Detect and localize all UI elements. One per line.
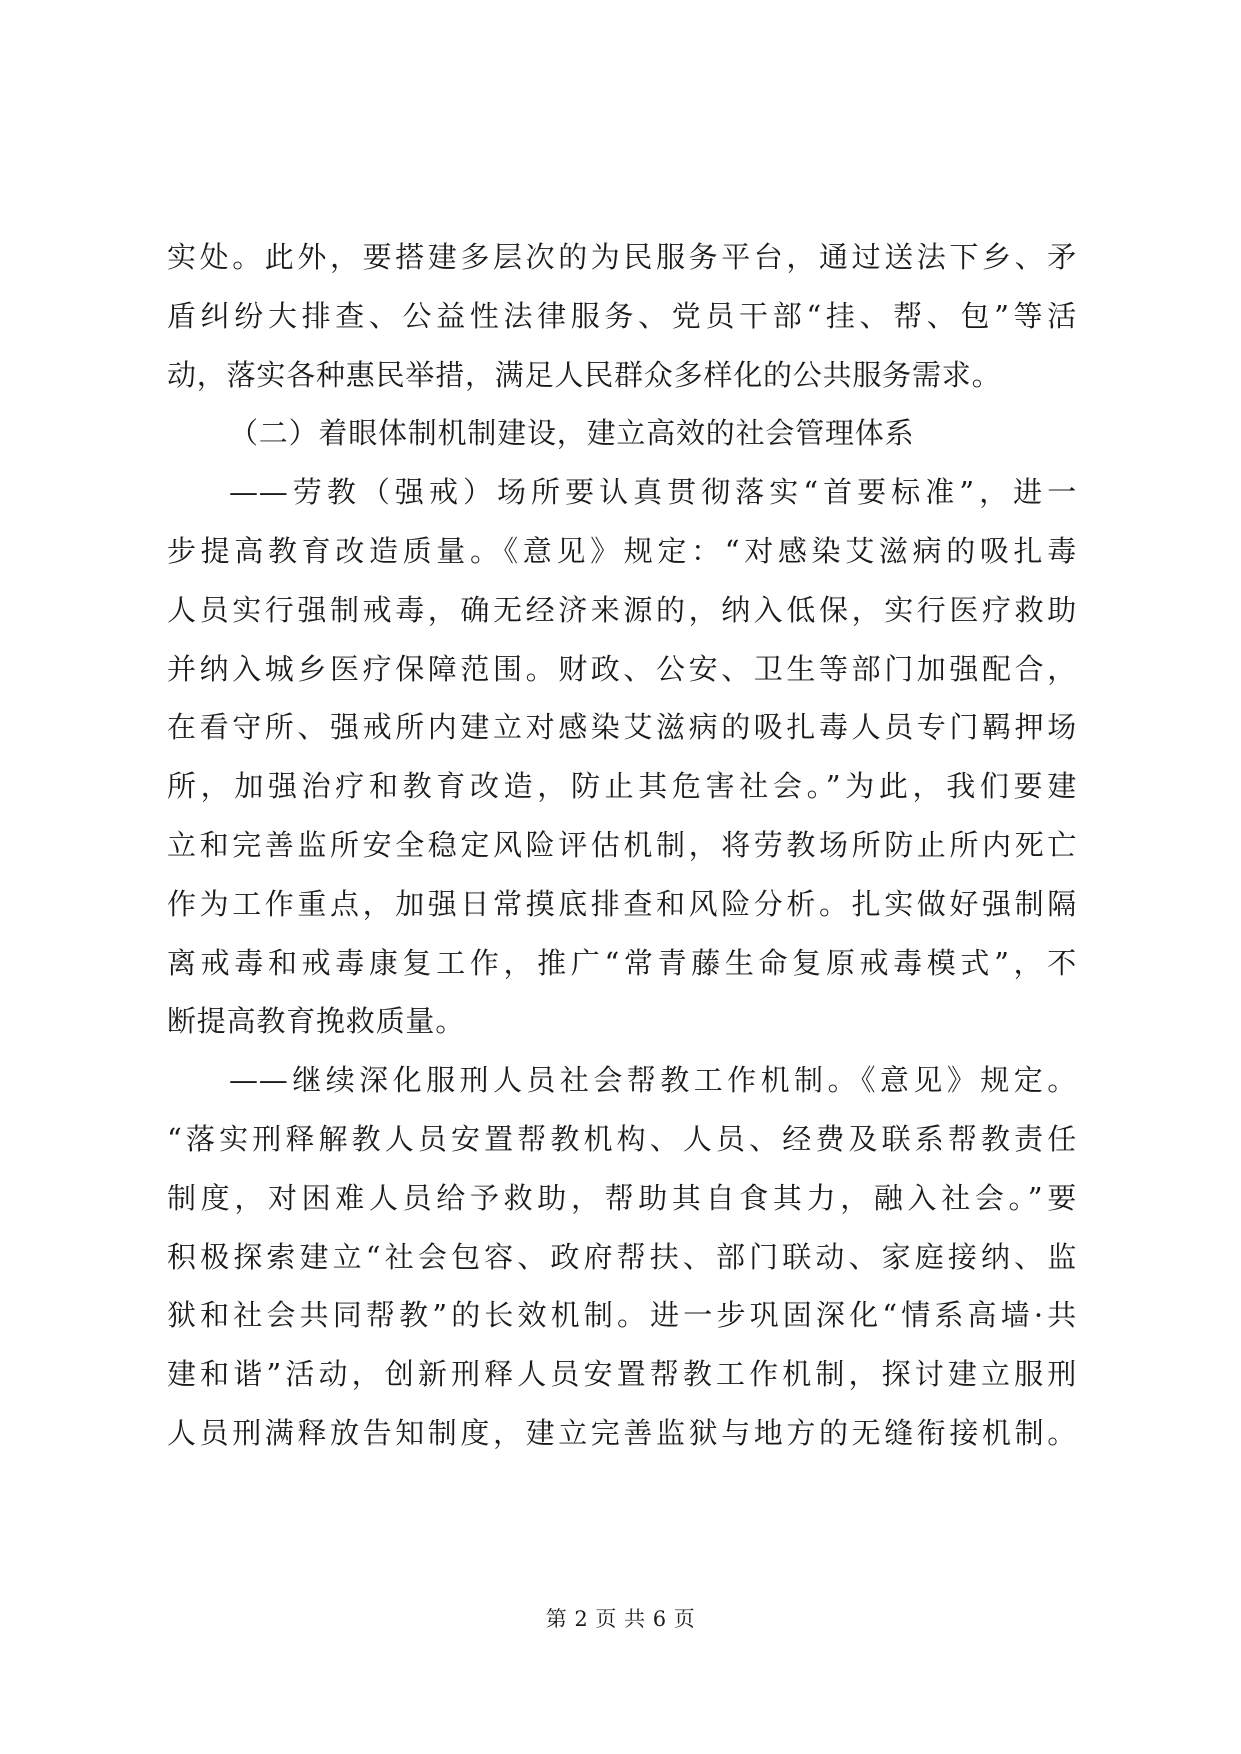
body-line: 所，加强治疗和教育改造，防止其危害社会。”为此，我们要建	[167, 769, 1077, 804]
body-line: 建和谐”活动，创新刑释人员安置帮教工作机制，探讨建立服刑	[167, 1357, 1077, 1392]
body-line: 狱和社会共同帮教”的长效机制。进一步巩固深化“情系高墙·共	[167, 1298, 1077, 1333]
body-line: 断提高教育挽救质量。	[167, 1004, 466, 1039]
body-line: 人员刑满释放告知制度，建立完善监狱与地方的无缝衔接机制。	[167, 1415, 1077, 1450]
page-number-footer: 第 2 页 共 6 页	[545, 1607, 696, 1631]
body-line: 并纳入城乡医疗保障范围。财政、公安、卫生等部门加强配合，	[167, 651, 1077, 686]
body-line: 实处。此外，要搭建多层次的为民服务平台，通过送法下乡、矛	[167, 240, 1077, 274]
body-line: 积极探索建立“社会包容、政府帮扶、部门联动、家庭接纳、监	[167, 1239, 1077, 1274]
body-line: ——继续深化服刑人员社会帮教工作机制。《意见》规定。	[229, 1063, 1077, 1098]
body-line: 动，落实各种惠民举措，满足人民群众多样化的公共服务需求。	[167, 357, 1002, 392]
document-body	[167, 228, 1077, 1463]
body-line: 制度，对困难人员给予救助，帮助其自食其力，融入社会。”要	[167, 1180, 1077, 1215]
body-line: 在看守所、强戒所内建立对感染艾滋病的吸扎毒人员专门羁押场	[167, 710, 1077, 745]
body-line: 盾纠纷大排查、公益性法律服务、党员干部“挂、帮、包”等活	[167, 298, 1077, 333]
body-line: 立和完善监所安全稳定风险评估机制，将劳教场所防止所内死亡	[167, 827, 1077, 862]
body-line: 离戒毒和戒毒康复工作，推广“常青藤生命复原戒毒模式”，不	[167, 945, 1077, 980]
section-heading: （二）着眼体制机制建设，建立高效的社会管理体系	[229, 416, 915, 451]
body-line: ——劳教（强戒）场所要认真贯彻落实“首要标准”，进一	[229, 475, 1077, 510]
body-line: “落实刑释解教人员安置帮教机构、人员、经费及联系帮教责任	[167, 1121, 1077, 1156]
body-line: 步提高教育改造质量。《意见》规定：“对感染艾滋病的吸扎毒	[167, 533, 1077, 568]
body-line: 作为工作重点，加强日常摸底排查和风险分析。扎实做好强制隔	[167, 886, 1077, 921]
body-line: 人员实行强制戒毒，确无经济来源的，纳入低保，实行医疗救助	[167, 592, 1077, 627]
